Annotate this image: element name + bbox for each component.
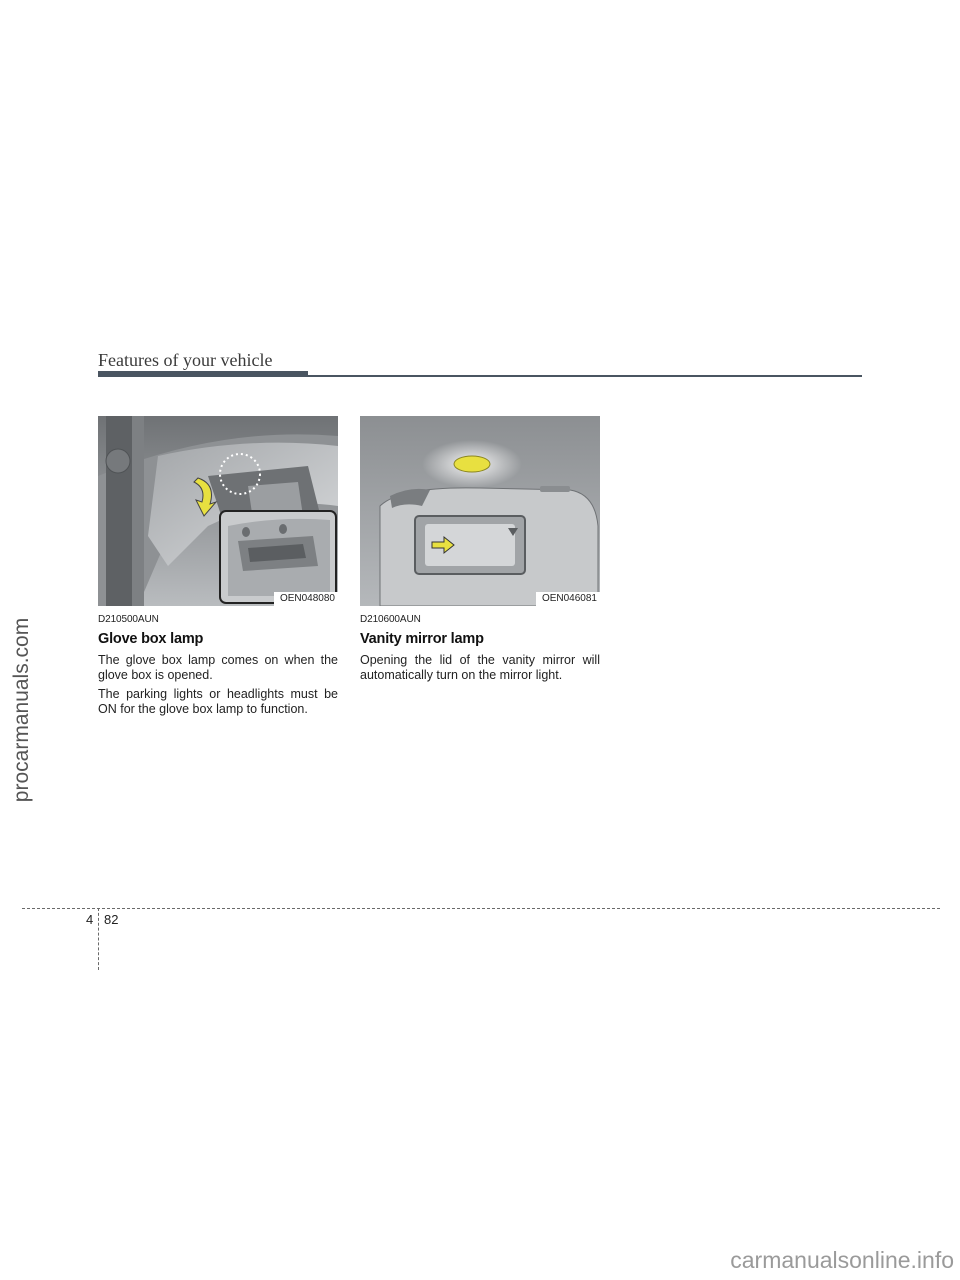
page-number: 82 [104, 912, 119, 927]
glove-box-illustration [98, 416, 338, 606]
header-rule [98, 375, 862, 377]
side-watermark-text: procarmanuals.com [10, 617, 33, 803]
chapter-number: 4 [86, 912, 94, 927]
footer-rule [22, 908, 940, 909]
paragraph: The glove box lamp comes on when the glove box is opened. [98, 653, 338, 682]
glove-box-drawing [98, 416, 338, 606]
section-code: D210500AUN [98, 614, 159, 625]
paragraph: The parking lights or headlights must be ON for the glove box lamp to function. [98, 687, 338, 716]
glove-box-lamp-section [98, 614, 338, 721]
bottom-watermark: carmanualsonline.info [730, 1247, 954, 1273]
figure-code-label: OEN046081 [536, 592, 600, 606]
section-header-title: Features of your vehicle [98, 350, 273, 370]
footer-divider [98, 908, 99, 970]
section-heading: Glove box lamp [98, 631, 204, 647]
vanity-mirror-drawing [360, 416, 600, 606]
paragraph: Opening the lid of the vanity mirror will automatically turn on the mirror light. [360, 653, 600, 682]
section-heading: Vanity mirror lamp [360, 631, 484, 647]
side-watermark [2, 560, 42, 860]
vanity-mirror-illustration [360, 416, 600, 606]
vanity-mirror-lamp-section [360, 614, 600, 687]
section-code: D210600AUN [360, 614, 421, 625]
figure-code-label: OEN048080 [274, 592, 338, 606]
